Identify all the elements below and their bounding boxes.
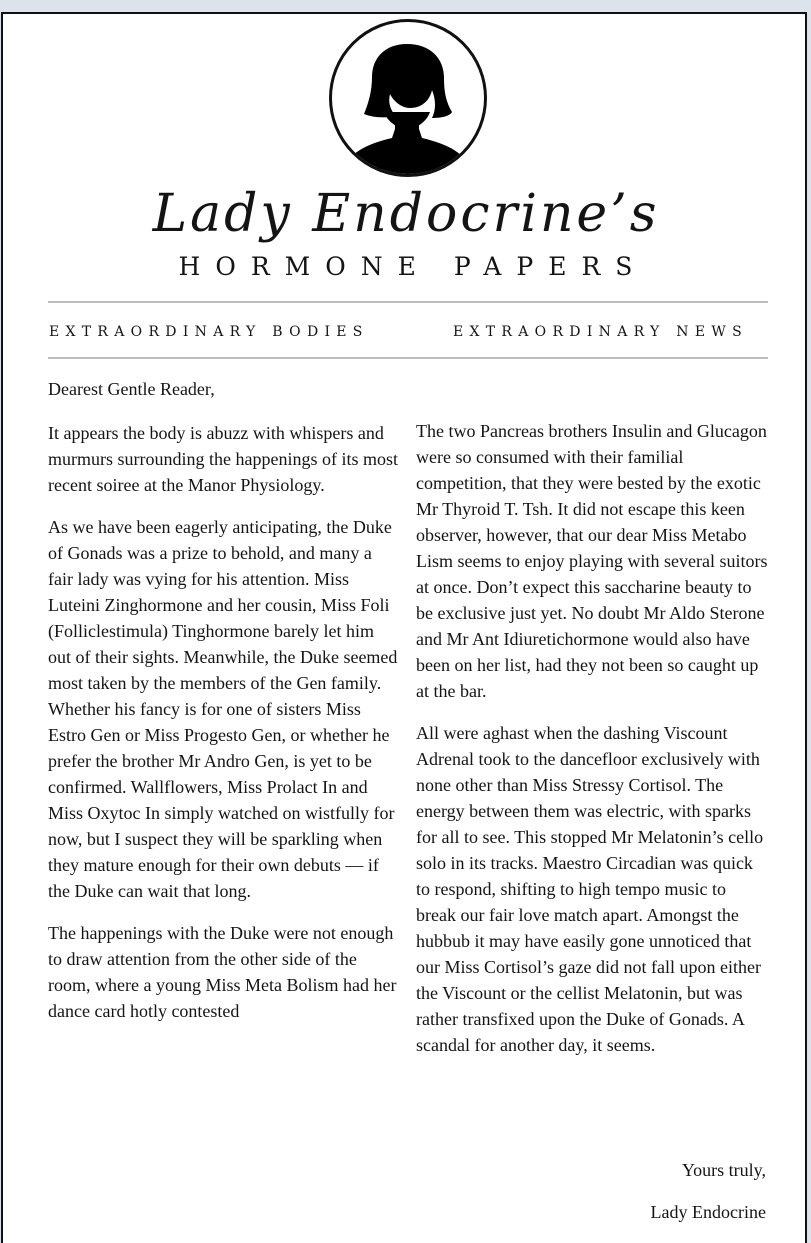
- bottom-divider: [48, 357, 768, 359]
- paragraph: All were aghast when the dashing Viscount Adrenal took to the dancefloor exclusively with none other than Miss Stressy Cortisol. The energy between them was electric, with sparks for all to see. This stopped Mr Melatonin’s cello solo in its tracks. Maestro Circadian was quick to respond, shifting to high tempo music to break our fair love match apart. Amongst the hubbub it may have easily gone unnoticed that our Miss Cortisol’s gaze did not fall upon either the Viscount or the cellist Melatonin, but was rather transfixed upon the Duke of Gonads. A scandal for another day, it seems.: [416, 723, 764, 1055]
- paragraph: The two Pancreas brothers Insulin and Glucagon were so consumed with their familial competition, that they were bested by the exotic Mr Thyroid T. Tsh. It did not escape this keen observer, however, that our dear Miss Metabo Lism seems to enjoy playing with several suitors at once. Don’t expect this saccharine beauty to be exclusive just yet. No doubt Mr Aldo Sterone and Mr Ant Idiuretichormone would also have been on her list, had they not been so caught up at the bar.: [416, 421, 768, 701]
- signature: Lady Endocrine: [650, 1202, 766, 1222]
- paragraph: As we have been eagerly anticipating, the Duke of Gonads was a prize to behold, and many a fair lady was vying for his attention. Miss Luteini Zinghormone and her cousin, Miss Foli (Folliclestimula) Tinghormone barely let him out of their sights. Meanwhile, the Duke seemed most taken by the members of the Gen family. Whether his fancy is for one of sisters Miss Estro Gen or Miss Progesto Gen, or whether he prefer the brother Mr Andro Gen, is yet to be confirmed. Wallflowers, Miss Prolact In and Miss Oxytoc In simply watched on wistfully for now, but I suspect they will be sparkling when they mature enough for their own debuts — if the Duke can wait that long.: [48, 517, 398, 901]
- valediction: Yours truly,: [681, 1160, 766, 1180]
- newsletter-page: [1, 12, 807, 1243]
- greeting: Dearest Gentle Reader,: [48, 379, 215, 399]
- tagline-left: EXTRAORDINARY BODIES: [49, 324, 369, 340]
- paragraph: It appears the body is abuzz with whispers and murmurs surrounding the happenings of its most recent soiree at the Manor Physiology.: [48, 423, 398, 495]
- left-column: [48, 420, 400, 1040]
- newsletter-subtitle: HORMONE PAPERS: [178, 252, 648, 281]
- tagline-right: EXTRAORDINARY NEWS: [453, 324, 748, 340]
- top-divider: [48, 301, 768, 303]
- newsletter-title: Lady Endocrine’s: [152, 184, 660, 244]
- right-column: [416, 418, 768, 1074]
- paragraph: The happenings with the Duke were not enough to draw attention from the other side of the room, where a young Miss Meta Bolism had her dance card hotly contested: [48, 923, 397, 1021]
- silhouette-portrait-icon: [329, 19, 487, 177]
